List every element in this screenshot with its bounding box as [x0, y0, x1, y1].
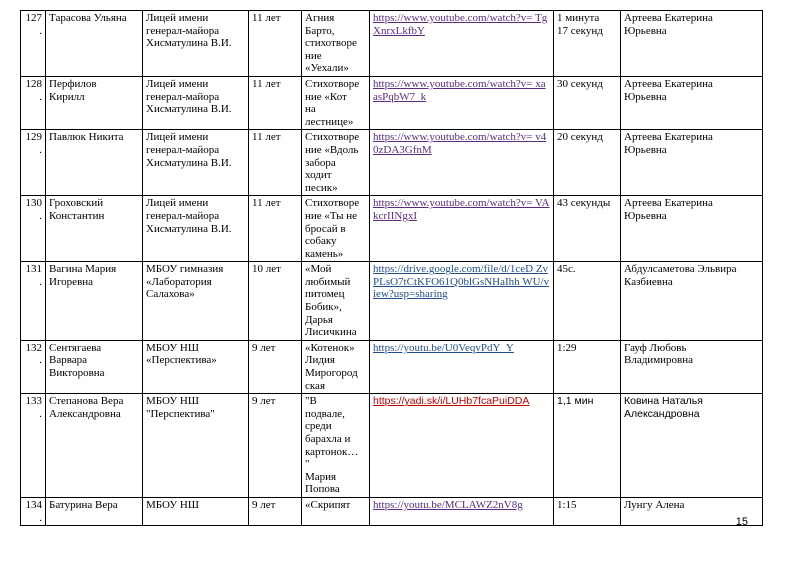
participant-name: Павлюк Никита — [46, 130, 143, 196]
teacher-name: Артеева Екатерина Юрьевна — [621, 11, 763, 77]
participant-name: Тарасова Ульяна — [46, 11, 143, 77]
participant-name: Батурина Вера — [46, 498, 143, 526]
participant-age: 11 лет — [249, 11, 302, 77]
link-cell — [370, 498, 554, 526]
link-cell — [370, 130, 554, 196]
participant-age: 11 лет — [249, 76, 302, 129]
teacher-name: Артеева Екатерина Юрьевна — [621, 130, 763, 196]
duration: 45с. — [554, 262, 621, 341]
table-row — [21, 196, 763, 262]
link-cell — [370, 11, 554, 77]
participant-name: Сентягаева Варвара Викторовна — [46, 340, 143, 393]
table-row — [21, 130, 763, 196]
participant-age: 11 лет — [249, 130, 302, 196]
duration: 43 секунды — [554, 196, 621, 262]
participant-name: Вагина Мария Игоревна — [46, 262, 143, 341]
participant-name: Гроховский Константин — [46, 196, 143, 262]
school-name: МБОУ НШ «Перспектива» — [143, 340, 249, 393]
duration: 1:29 — [554, 340, 621, 393]
video-link[interactable]: https://www.youtube.com/watch?v= v40zDA3GfnM — [373, 131, 547, 156]
work-title: Стихотворе ние «Кот на лестнице» — [302, 76, 370, 129]
teacher-name: Абдулсаметова Эльвира Казбиевна — [621, 262, 763, 341]
teacher-name: Гауф Любовь Владимировна — [621, 340, 763, 393]
page-number: 15 — [735, 516, 748, 528]
table-row — [21, 262, 763, 341]
row-number: 130. — [21, 196, 46, 262]
duration: 1 минута 17 секунд — [554, 11, 621, 77]
participant-age: 11 лет — [249, 196, 302, 262]
table-row — [21, 11, 763, 77]
video-link[interactable]: https://www.youtube.com/watch?v= xaasPqbW7_k — [373, 77, 546, 103]
participant-name: Перфилов Кирилл — [46, 76, 143, 129]
participant-age: 9 лет — [249, 340, 302, 393]
row-number: 127. — [21, 11, 46, 77]
yadisk-link[interactable]: https://yadi.sk/i/LUHb7fcaPuiDDA — [373, 395, 530, 408]
school-name: МБОУ НШ — [143, 498, 249, 526]
work-title: Стихотворе ние «Ты не бросай в собаку камень» — [302, 196, 370, 262]
link-cell — [370, 394, 554, 498]
work-title: Стихотворе ние «Вдоль забора ходит песик» — [302, 130, 370, 196]
row-number: 131. — [21, 262, 46, 341]
table-row — [21, 498, 763, 526]
school-name: МБОУ гимназия «Лаборатория Салахова» — [143, 262, 249, 341]
duration: 20 секунд — [554, 130, 621, 196]
link-cell — [370, 262, 554, 341]
work-title: «Скрипят — [302, 498, 370, 526]
row-number: 129. — [21, 130, 46, 196]
school-name: МБОУ НШ "Перспектива" — [143, 394, 249, 498]
teacher-name: Ковина Наталья Александровна — [621, 394, 763, 498]
participant-age: 9 лет — [249, 394, 302, 498]
link-cell — [370, 196, 554, 262]
school-name: Лицей имени генерал-майора Хисматулина В.И. — [143, 196, 249, 262]
school-name: Лицей имени генерал-майора Хисматулина В.И. — [143, 130, 249, 196]
teacher-name: Артеева Екатерина Юрьевна — [621, 76, 763, 129]
video-link[interactable]: https://youtu.be/U0VeqvPdY_Y — [373, 341, 514, 354]
link-cell — [370, 76, 554, 129]
teacher-name: Лунгу Алена — [621, 498, 763, 526]
table-row — [21, 76, 763, 129]
participant-age: 9 лет — [249, 498, 302, 526]
work-title: Агния Барто, стихотворе ние «Уехали» — [302, 11, 370, 77]
work-title: «Котенок» Лидия Мирогород ская — [302, 340, 370, 393]
duration: 1:15 — [554, 498, 621, 526]
duration: 30 секунд — [554, 76, 621, 129]
table-row — [21, 394, 763, 498]
video-link[interactable]: https://www.youtube.com/watch?v= TgXnrxLkfbY — [373, 12, 548, 37]
video-link[interactable]: https://youtu.be/MCLAWZ2nV8g — [373, 499, 523, 512]
participants-table — [20, 10, 763, 526]
school-name: Лицей имени генерал-майора Хисматулина В.И. — [143, 11, 249, 77]
participant-name: Степанова Вера Александровна — [46, 394, 143, 498]
duration: 1,1 мин — [554, 394, 621, 498]
teacher-name: Артеева Екатерина Юрьевна — [621, 196, 763, 262]
school-name: Лицей имени генерал-майора Хисматулина В.И. — [143, 76, 249, 129]
row-number: 128. — [21, 76, 46, 129]
table-row — [21, 340, 763, 393]
row-number: 132. — [21, 340, 46, 393]
row-number: 133. — [21, 394, 46, 498]
video-link[interactable]: https://www.youtube.com/watch?v= VAkcrIINgxI — [373, 197, 550, 222]
row-number: 134. — [21, 498, 46, 526]
link-cell — [370, 340, 554, 393]
work-title: "В подвале, среди барахла и картонок… " Мария Попова — [302, 394, 370, 498]
participant-age: 10 лет — [249, 262, 302, 341]
work-title: «Мой любимый питомец Бобик», Дарья Лисичкина — [302, 262, 370, 341]
drive-link[interactable]: https://drive.google.com/file/d/1ceD ZvPLsO7tCtKFO61Q0blGsNHaIhh WU/view?usp=sharing — [373, 263, 550, 301]
